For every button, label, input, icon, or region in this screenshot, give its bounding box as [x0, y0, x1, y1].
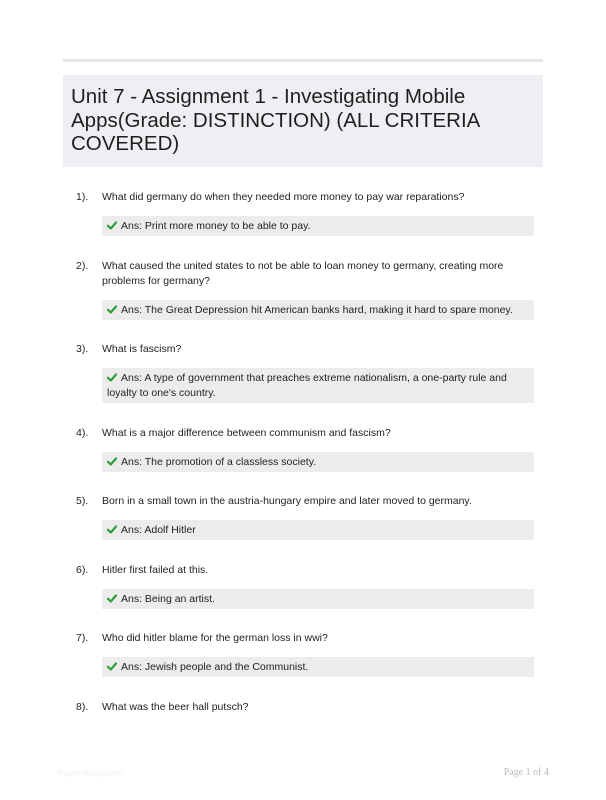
answer-box	[102, 216, 534, 236]
question-number: 3).	[76, 343, 89, 355]
top-divider	[63, 59, 543, 62]
question-text: Hitler first failed at this.	[102, 564, 209, 576]
question-number: 4).	[76, 427, 89, 439]
question-text: What is a major difference between communism and fascism?	[102, 427, 391, 439]
answer-text: Ans: The Great Depression hit American banks hard, making it hard to spare money.	[121, 303, 513, 316]
question-text: Who did hitler blame for the german loss in wwi?	[102, 632, 328, 644]
question-text: What is fascism?	[102, 343, 182, 355]
question-number: 1).	[76, 191, 89, 203]
page-indicator: Page 1 of 4	[503, 767, 549, 778]
question-text: What caused the united states to not be able to loan money to germany, creating more problems for germany?	[102, 260, 504, 287]
check-icon	[107, 305, 117, 314]
answer-text: Ans: A type of government that preaches extreme nationalism, a one-party rule and loyalty to one's country.	[107, 371, 507, 399]
check-icon	[107, 457, 117, 466]
footer-watermark: Paperstudy.com	[58, 768, 123, 778]
question-text: Born in a small town in the austria-hungary empire and later moved to germany.	[102, 495, 472, 507]
question-number: 6).	[76, 564, 89, 576]
question-text: What was the beer hall putsch?	[102, 701, 249, 713]
answer-text: Ans: The promotion of a classless society.	[121, 455, 317, 468]
answer-box	[102, 452, 534, 472]
question-number: 8).	[76, 701, 89, 713]
answer-text: Ans: Print more money to be able to pay.	[121, 219, 311, 232]
question-number: 7).	[76, 632, 89, 644]
question-number: 2).	[76, 260, 89, 272]
check-icon	[107, 525, 117, 534]
check-icon	[107, 221, 117, 230]
answer-text: Ans: Adolf Hitler	[121, 523, 196, 536]
answer-box	[102, 300, 534, 320]
document-title: Unit 7 - Assignment 1 - Investigating Mobile Apps(Grade: DISTINCTION) (ALL CRITERIA COVERED)	[71, 85, 480, 155]
answer-box	[102, 368, 534, 403]
question-number: 5).	[76, 495, 89, 507]
answer-box	[102, 657, 534, 677]
title-box	[63, 75, 543, 167]
answer-text: Ans: Being an artist.	[121, 592, 215, 605]
check-icon	[107, 594, 117, 603]
check-icon	[107, 662, 117, 671]
answer-box	[102, 589, 534, 609]
question-text: What did germany do when they needed more money to pay war reparations?	[102, 191, 465, 203]
answer-text: Ans: Jewish people and the Communist.	[121, 660, 309, 673]
check-icon	[107, 373, 117, 382]
answer-box	[102, 520, 534, 540]
